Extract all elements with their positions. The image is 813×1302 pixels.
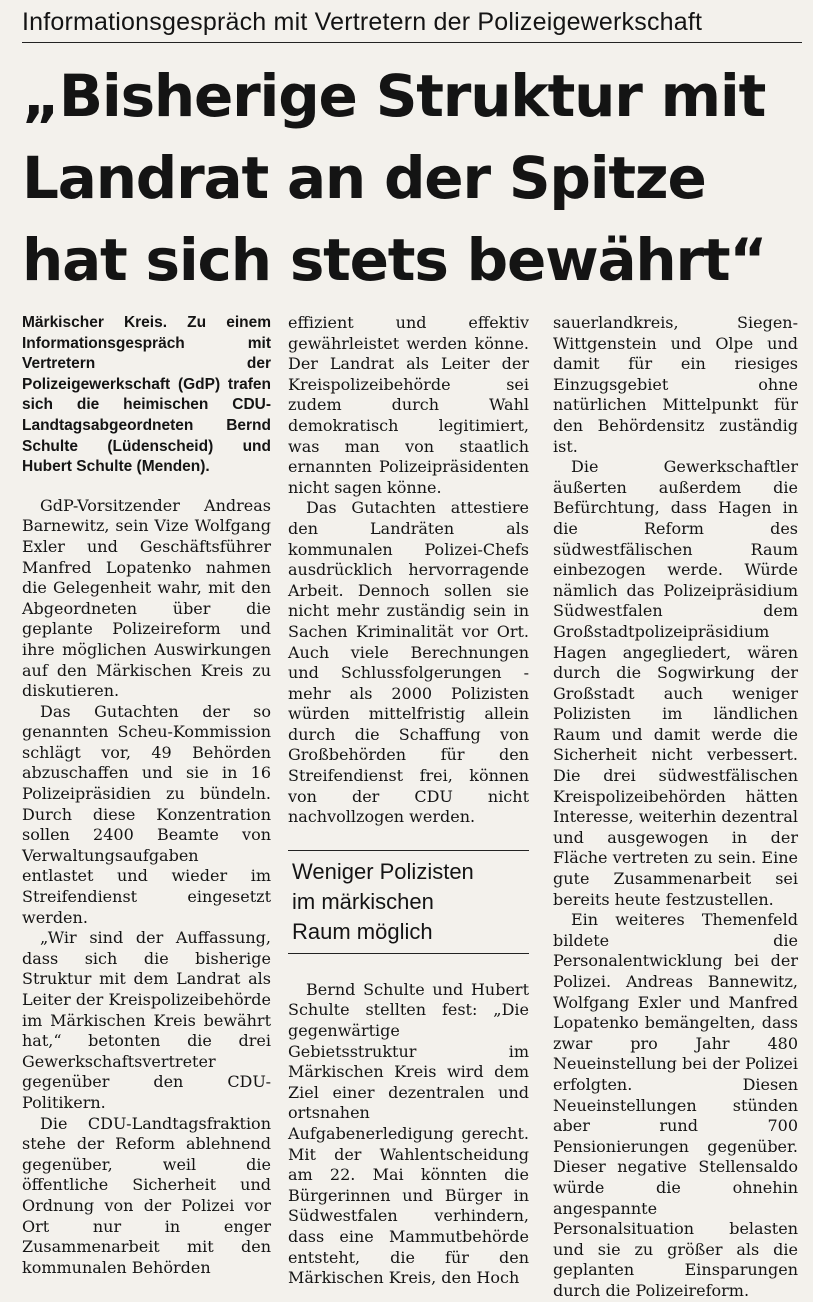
headline-line-3: hat sich stets bewährt“ bbox=[22, 226, 767, 294]
subheading-line-2: im märkischen bbox=[292, 888, 434, 914]
subheading-line-3: Raum möglich bbox=[292, 918, 433, 944]
paragraph: GdP-Vorsitzender Andreas Barnewitz, sein Vize Wolfgang Exler und Geschäftsführer Manfred Lopatenko nahmen die Gelegenheit wahr, mit den Abgeordneten über die geplante Polizeireform und ihre möglichen Auswirkungen auf den Märkischen Kreis zu diskutieren. bbox=[22, 495, 271, 701]
paragraph: Ein weiteres Themenfeld bildete die Personalentwicklung bei der Polizei. Andreas Bannewitz, Wolfgang Exler und Manfred Lopatenko bemängelten, dass zwar pro Jahr 480 Neueinstellung bei der Polizei erfolgten. Diesen Neueinstellungen stünden aber rund 700 Pensionierungen gegenüber. Dieser negative Stellensaldo würde die ohnehin angespannte Personalsituation belasten und sie zu größer als die geplanten Einsparungen durch die Polizeireform. bbox=[553, 910, 798, 1300]
headline-line-1: „Bisherige Struktur mit bbox=[22, 62, 766, 130]
paragraph: Das Gutachten der so genannten Scheu-Kommission schlägt vor, 49 Behörden abzuschaffen und sie in 16 Polizeipräsidien zu bündeln. Durch diese Konzentration sollen 2400 Beamte von Verwaltungsaufgaben entlastet und wieder im Streifendienst eingesetzt werden. bbox=[22, 701, 271, 927]
paragraph: Das Gutachten attestiere den Landräten als kommunalen Polizei-Chefs ausdrücklich hervorragende Arbeit. Dennoch sollen sie nicht mehr zuständig sein in Sachen Kriminalität vor Ort. Auch viele Berechnungen und Schlussfolgerungen - mehr als 2000 Polizisten würden mittelfristig allein durch die Schaffung von Großbehörden für den Streifendienst frei, können von der CDU nicht nachvollzogen werden. bbox=[288, 498, 529, 827]
kicker-line: Informationsgespräch mit Vertretern der Polizeigewerkschaft bbox=[22, 2, 802, 43]
article-lead: Märkischer Kreis. Zu einem Informationsgespräch mit Vertretern der Polizeigewerkschaft (GdP) trafen sich die heimischen CDU-Landtagsabgeordneten Bernd Schulte (Lüdenscheid) und Hubert Schulte (Menden). bbox=[22, 314, 271, 476]
paragraph-continuation: effizient und effektiv gewährleistet werden könne. Der Landrat als Leiter der Kreispolizeibehörde sei zudem durch Wahl demokratisch legitimiert, was man von staatlich ernannten Polizeipräsidenten nicht sagen könne. bbox=[288, 313, 529, 497]
paragraph-continuation: sauerlandkreis, Siegen-Wittgenstein und Olpe und damit für ein riesiges Einzugsgebiet ohne natürlichen Mittelpunkt für den Behördensitz zuständig ist. bbox=[553, 313, 798, 456]
article-column-3 bbox=[553, 313, 798, 1302]
subheading bbox=[288, 850, 529, 954]
headline bbox=[22, 55, 807, 301]
article-column-1 bbox=[22, 313, 271, 1278]
subheading-line-1: Weniger Polizisten bbox=[292, 858, 474, 884]
paragraph-continued: Bernd Schulte und Hubert Schulte stellten fest: „Die gegenwärtige Gebietsstruktur im Märkischen Kreis wird dem Ziel einer dezentralen und ortsnahen Aufgabenerledigung gerecht. Mit der Wahlentscheidung am 22. Mai könnten die Bürgerinnen und Bürger in Südwestfalen verhindern, dass eine Mammutbehörde entsteht, die für den Märkischen Kreis, den Hoch bbox=[288, 979, 529, 1288]
paragraph: Die Gewerkschaftler äußerten außerdem die Befürchtung, dass Hagen in die Reform des südwestfälischen Raum einbezogen werde. Würde nämlich das Polizeipräsidium Südwestfalen dem Großstadtpolizeipräsidium Hagen angegliedert, wären durch die Sogwirkung der Großstadt auch weniger Polizisten im ländlichen Raum und damit werde die Sicherheit nicht verbessert. Die drei südwestfälischen Kreispolizeibehörden hätten Interesse, weiterhin dezentral und ausgewogen in der Fläche vertreten zu sein. Eine gute Zusammenarbeit sei bereits heute festzustellen. bbox=[553, 457, 798, 909]
headline-line-2: Landrat an der Spitze bbox=[22, 144, 706, 212]
paragraph-continued: Die CDU-Landtagsfraktion stehe der Reform ablehnend gegenüber, weil die öffentliche Sicherheit und Ordnung von der Polizei vor Ort nur in enger Zusammenarbeit mit den kommunalen Behörden bbox=[22, 1113, 271, 1277]
article-column-2 bbox=[288, 313, 529, 1289]
paragraph: „Wir sind der Auffassung, dass sich die bisherige Struktur mit dem Landrat als Leiter der Kreispolizeibehörde im Märkischen Kreis bewährt hat,“ betonten die drei Gewerkschaftsvertreter gegenüber den CDU-Politikern. bbox=[22, 928, 271, 1112]
